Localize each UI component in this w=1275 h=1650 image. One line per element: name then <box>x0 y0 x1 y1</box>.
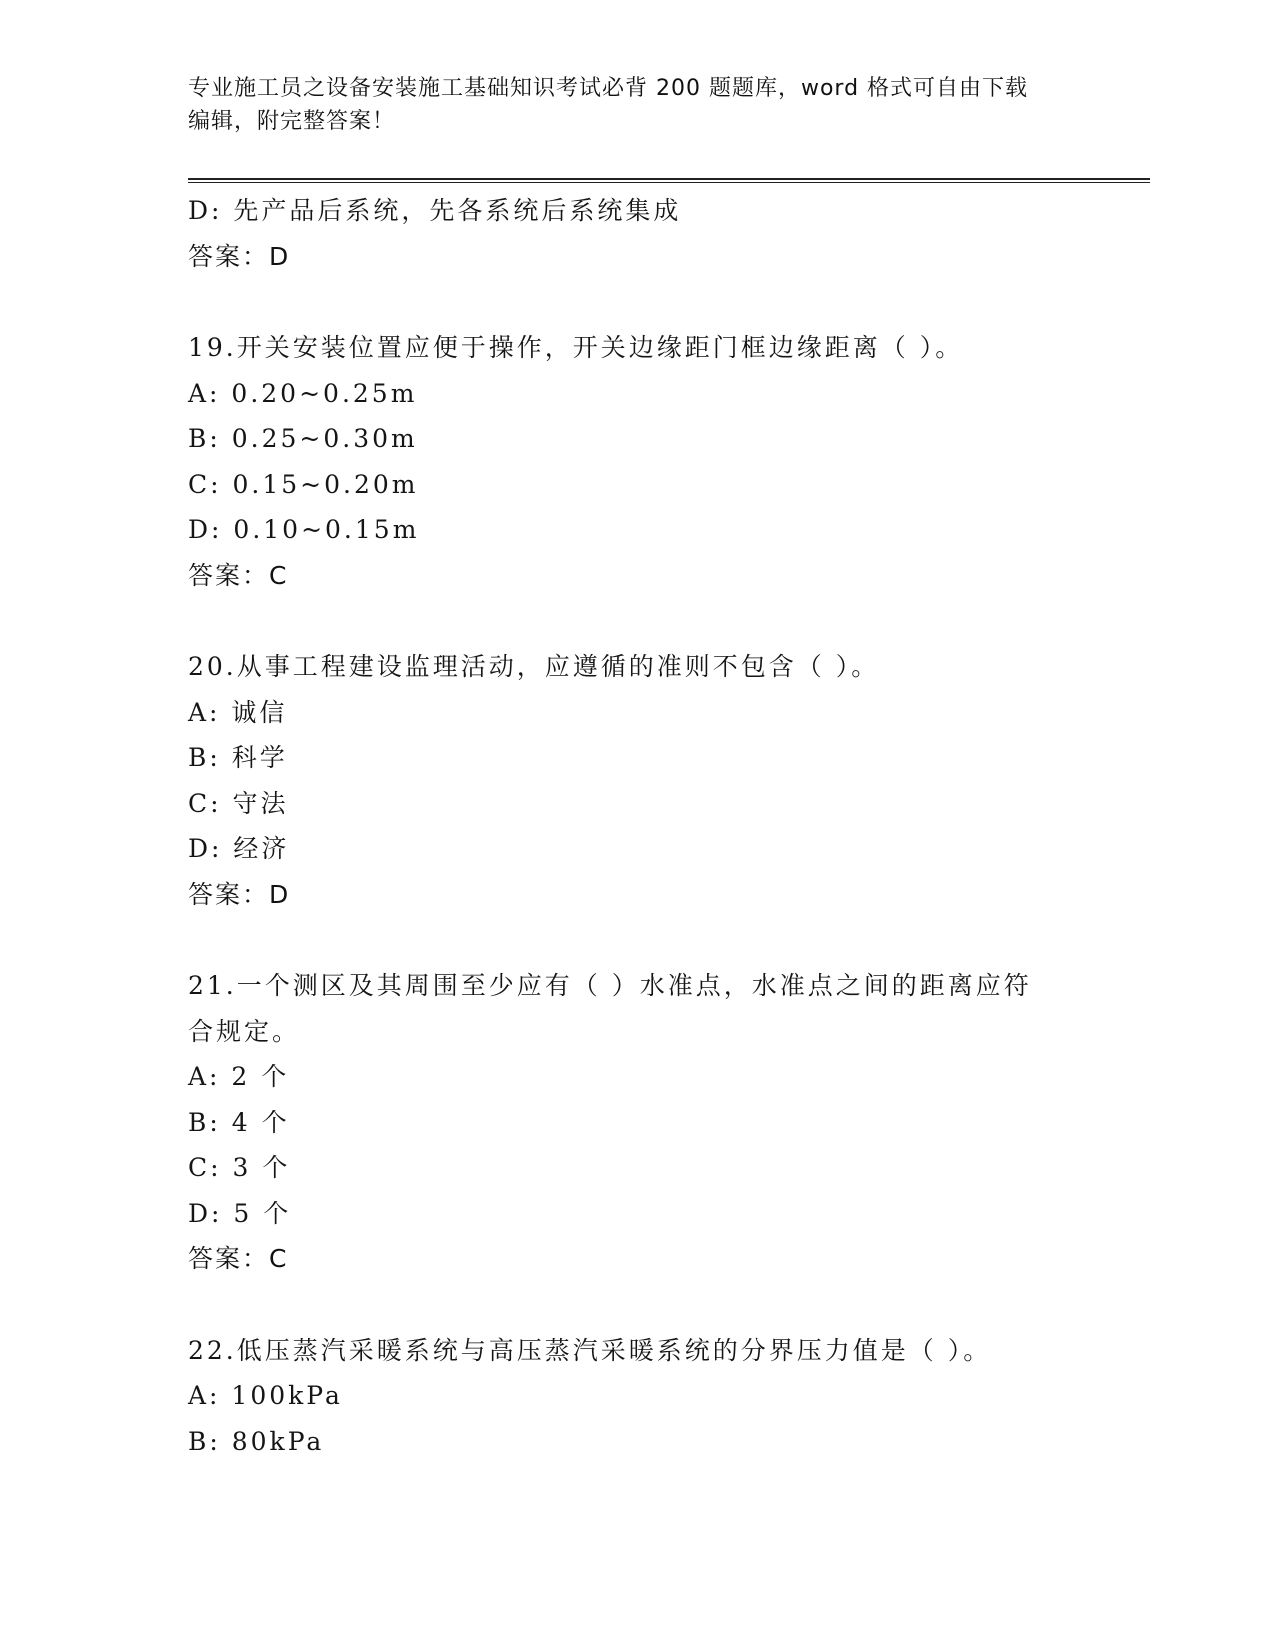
question-20 <box>188 644 1088 917</box>
option-c: C: 守法 <box>188 788 289 818</box>
option-a: A: 100kPa <box>188 1381 343 1410</box>
header-title-line-1: 专业施工员之设备安装施工基础知识考试必背 200 题题库，word 格式可自由下载 <box>188 76 1029 101</box>
answer-line: 答案：D <box>188 879 291 909</box>
header-divider <box>188 178 1150 183</box>
question-title-line: 19.开关安装位置应便于操作，开关边缘距门框边缘距离（ ）。 <box>188 333 964 362</box>
option-d: D: 5 个 <box>188 1198 292 1228</box>
question-continued <box>188 188 1088 279</box>
question-title-line: 22.低压蒸汽采暖系统与高压蒸汽采暖系统的分界压力值是（ ）。 <box>188 1335 992 1365</box>
option-c: C: 0.15~0.20m <box>188 469 419 499</box>
question-title <box>188 1328 1088 1374</box>
question-21 <box>188 963 1088 1282</box>
question-19 <box>188 325 1088 598</box>
question-list <box>188 188 1088 1464</box>
question-title <box>188 644 1088 690</box>
option-a: A: 诚信 <box>188 697 288 727</box>
question-title-line: 合规定。 <box>188 1016 301 1046</box>
option-c: C: 3 个 <box>188 1153 291 1182</box>
document-header <box>188 72 1088 138</box>
answer-line: 答案：C <box>188 1244 289 1273</box>
answer-line: 答案：D <box>188 241 291 271</box>
header-title-line-2: 编辑，附完整答案！ <box>188 109 396 134</box>
question-title <box>188 963 1088 1054</box>
option-b: B: 科学 <box>188 743 288 772</box>
option-d: D: 先产品后系统，先各系统后系统集成 <box>188 196 682 225</box>
option-d: D: 经济 <box>188 834 290 863</box>
answer-line: 答案：C <box>188 560 289 590</box>
option-d: D: 0.10~0.15m <box>188 515 420 544</box>
option-b: B: 80kPa <box>188 1426 325 1456</box>
option-b: B: 4 个 <box>188 1107 290 1137</box>
option-b: B: 0.25~0.30m <box>188 424 418 453</box>
question-22 <box>188 1328 1088 1465</box>
question-title <box>188 325 1088 371</box>
option-a: A: 2 个 <box>188 1062 290 1091</box>
option-a: A: 0.20~0.25m <box>188 378 418 408</box>
question-title-line: 20.从事工程建设监理活动，应遵循的准则不包含（ ）。 <box>188 652 880 681</box>
question-title-line: 21.一个测区及其周围至少应有（ ）水准点，水准点之间的距离应符 <box>188 971 1032 1000</box>
